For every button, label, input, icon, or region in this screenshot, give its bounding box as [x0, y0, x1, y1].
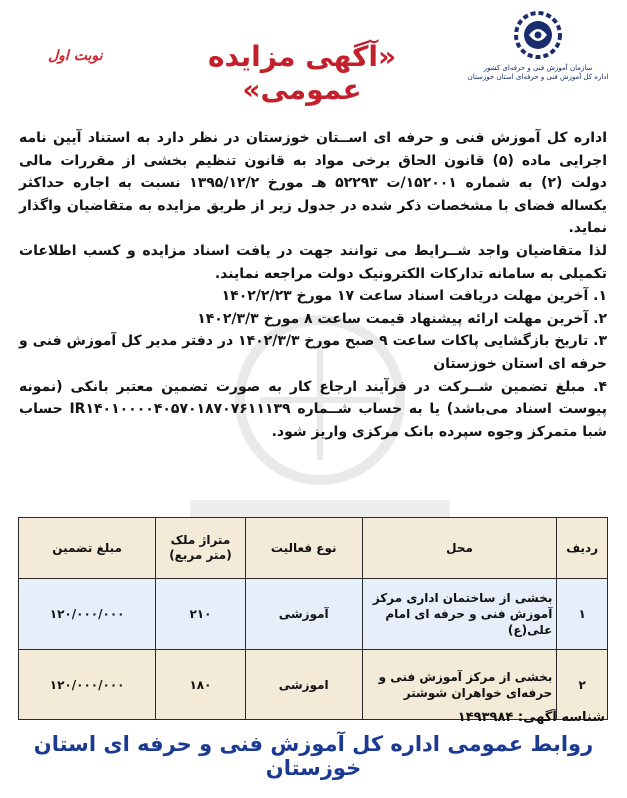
cell-place: بخشی از ساختمان اداری مرکز آموزش فنی و حرفه ای امام علی(ع) — [362, 579, 557, 650]
notice-title: «آگهی مزایده عمومی» — [207, 40, 397, 106]
org-name-line2: اداره کل آموزش فنی و حرفه‌ای استان خوزستان — [467, 73, 609, 81]
cell-area: ۱۸۰ — [156, 650, 245, 720]
cell-no: ۱ — [557, 579, 608, 650]
body-item-4: ۴. مبلغ تضمین شــرکت در فرآیند ارجاع کار به صورت تضمین معتبر بانکی (نمونه پیوست اسناد می‌باشد) یا به حساب شــماره IR۱۴۰۱۰۰۰۰۴۰۵۷۰۱۸۷۰۷۶۱۱۱۳۹ حساب شبا متمرکز وجوه سپرده بانک مرکزی واریز شود. — [19, 378, 607, 440]
property-table — [18, 517, 608, 720]
cell-amount: ۱۲۰/۰۰۰/۰۰۰ — [19, 579, 156, 650]
header-type: نوع فعالیت — [245, 518, 362, 579]
body-paragraph-2: لذا متقاضیان واجد شــرایط می توانند جهت در یافت اسناد مزایده و کسب اطلاعات تکمیلی به سامانه تدارکات الکترونیک دولت مراجعه نمایند. — [19, 242, 607, 282]
table-row — [19, 650, 608, 720]
cell-type: آموزشی — [245, 579, 362, 650]
organization-logo-block — [463, 10, 613, 82]
table-row — [19, 579, 608, 650]
body-item-1: ۱. آخرین مهلت دریافت اسناد ساعت ۱۷ مورخ ۱۴۰۲/۲/۲۳ — [221, 288, 607, 305]
body-paragraph-1: اداره کل آموزش فنی و حرفه ای اســتان خوزستان در نظر دارد به استناد آیین نامه اجرایی ماده (۵) قانون الحاق برخی مواد به قانون تنظیم بخشی از مقررات مالی دولت (۲) به شماره ۱۵۲۰۰۱/ت ۵۲۲۹۳ هـ مورخ ۱۳۹۵/۱۲/۲ نسبت به اجاره حداکثر یکساله فضای با مشخصات ذکر شده در جدول زیر از طریق مزایده به متقاضیان واگذار نماید. — [19, 130, 607, 237]
body-item-2: ۲. آخرین مهلت ارائه پیشنهاد قیمت ساعت ۸ مورخ ۱۴۰۲/۳/۳ — [197, 310, 607, 327]
body-item-3: ۳. تاریخ بازگشایی پاکات ساعت ۹ صبح مورخ ۱۴۰۲/۳/۳ در دفتر مدیر کل آموزش فنی و حرفه ای استان خوزستان — [19, 333, 607, 372]
table-header-row — [19, 518, 608, 579]
header-place: محل — [362, 518, 557, 579]
cell-amount: ۱۲۰/۰۰۰/۰۰۰ — [19, 650, 156, 720]
round-label: نوبت اول — [48, 48, 103, 64]
cell-place: بخشی از مرکز آموزش فنی و حرفه‌ای خواهران شوشتر — [362, 650, 557, 720]
organization-logo-icon — [513, 10, 563, 60]
publisher-footer: روابط عمومی اداره کل آموزش فنی و حرفه ای استان خوزستان — [33, 732, 594, 780]
header-area: متراژ ملک (متر مربع) — [156, 518, 245, 579]
org-name-line1: سازمان آموزش فنی و حرفه‌ای کشور — [483, 64, 593, 72]
header-amount: مبلغ تضمین — [19, 518, 156, 579]
header-no: ردیف — [557, 518, 608, 579]
notice-body — [19, 127, 607, 443]
cell-area: ۲۱۰ — [156, 579, 245, 650]
notice-identifier: شناسه آگهی: ۱۴۹۳۹۸۴ — [457, 710, 605, 725]
cell-no: ۲ — [557, 650, 608, 720]
cell-type: اموزشی — [245, 650, 362, 720]
